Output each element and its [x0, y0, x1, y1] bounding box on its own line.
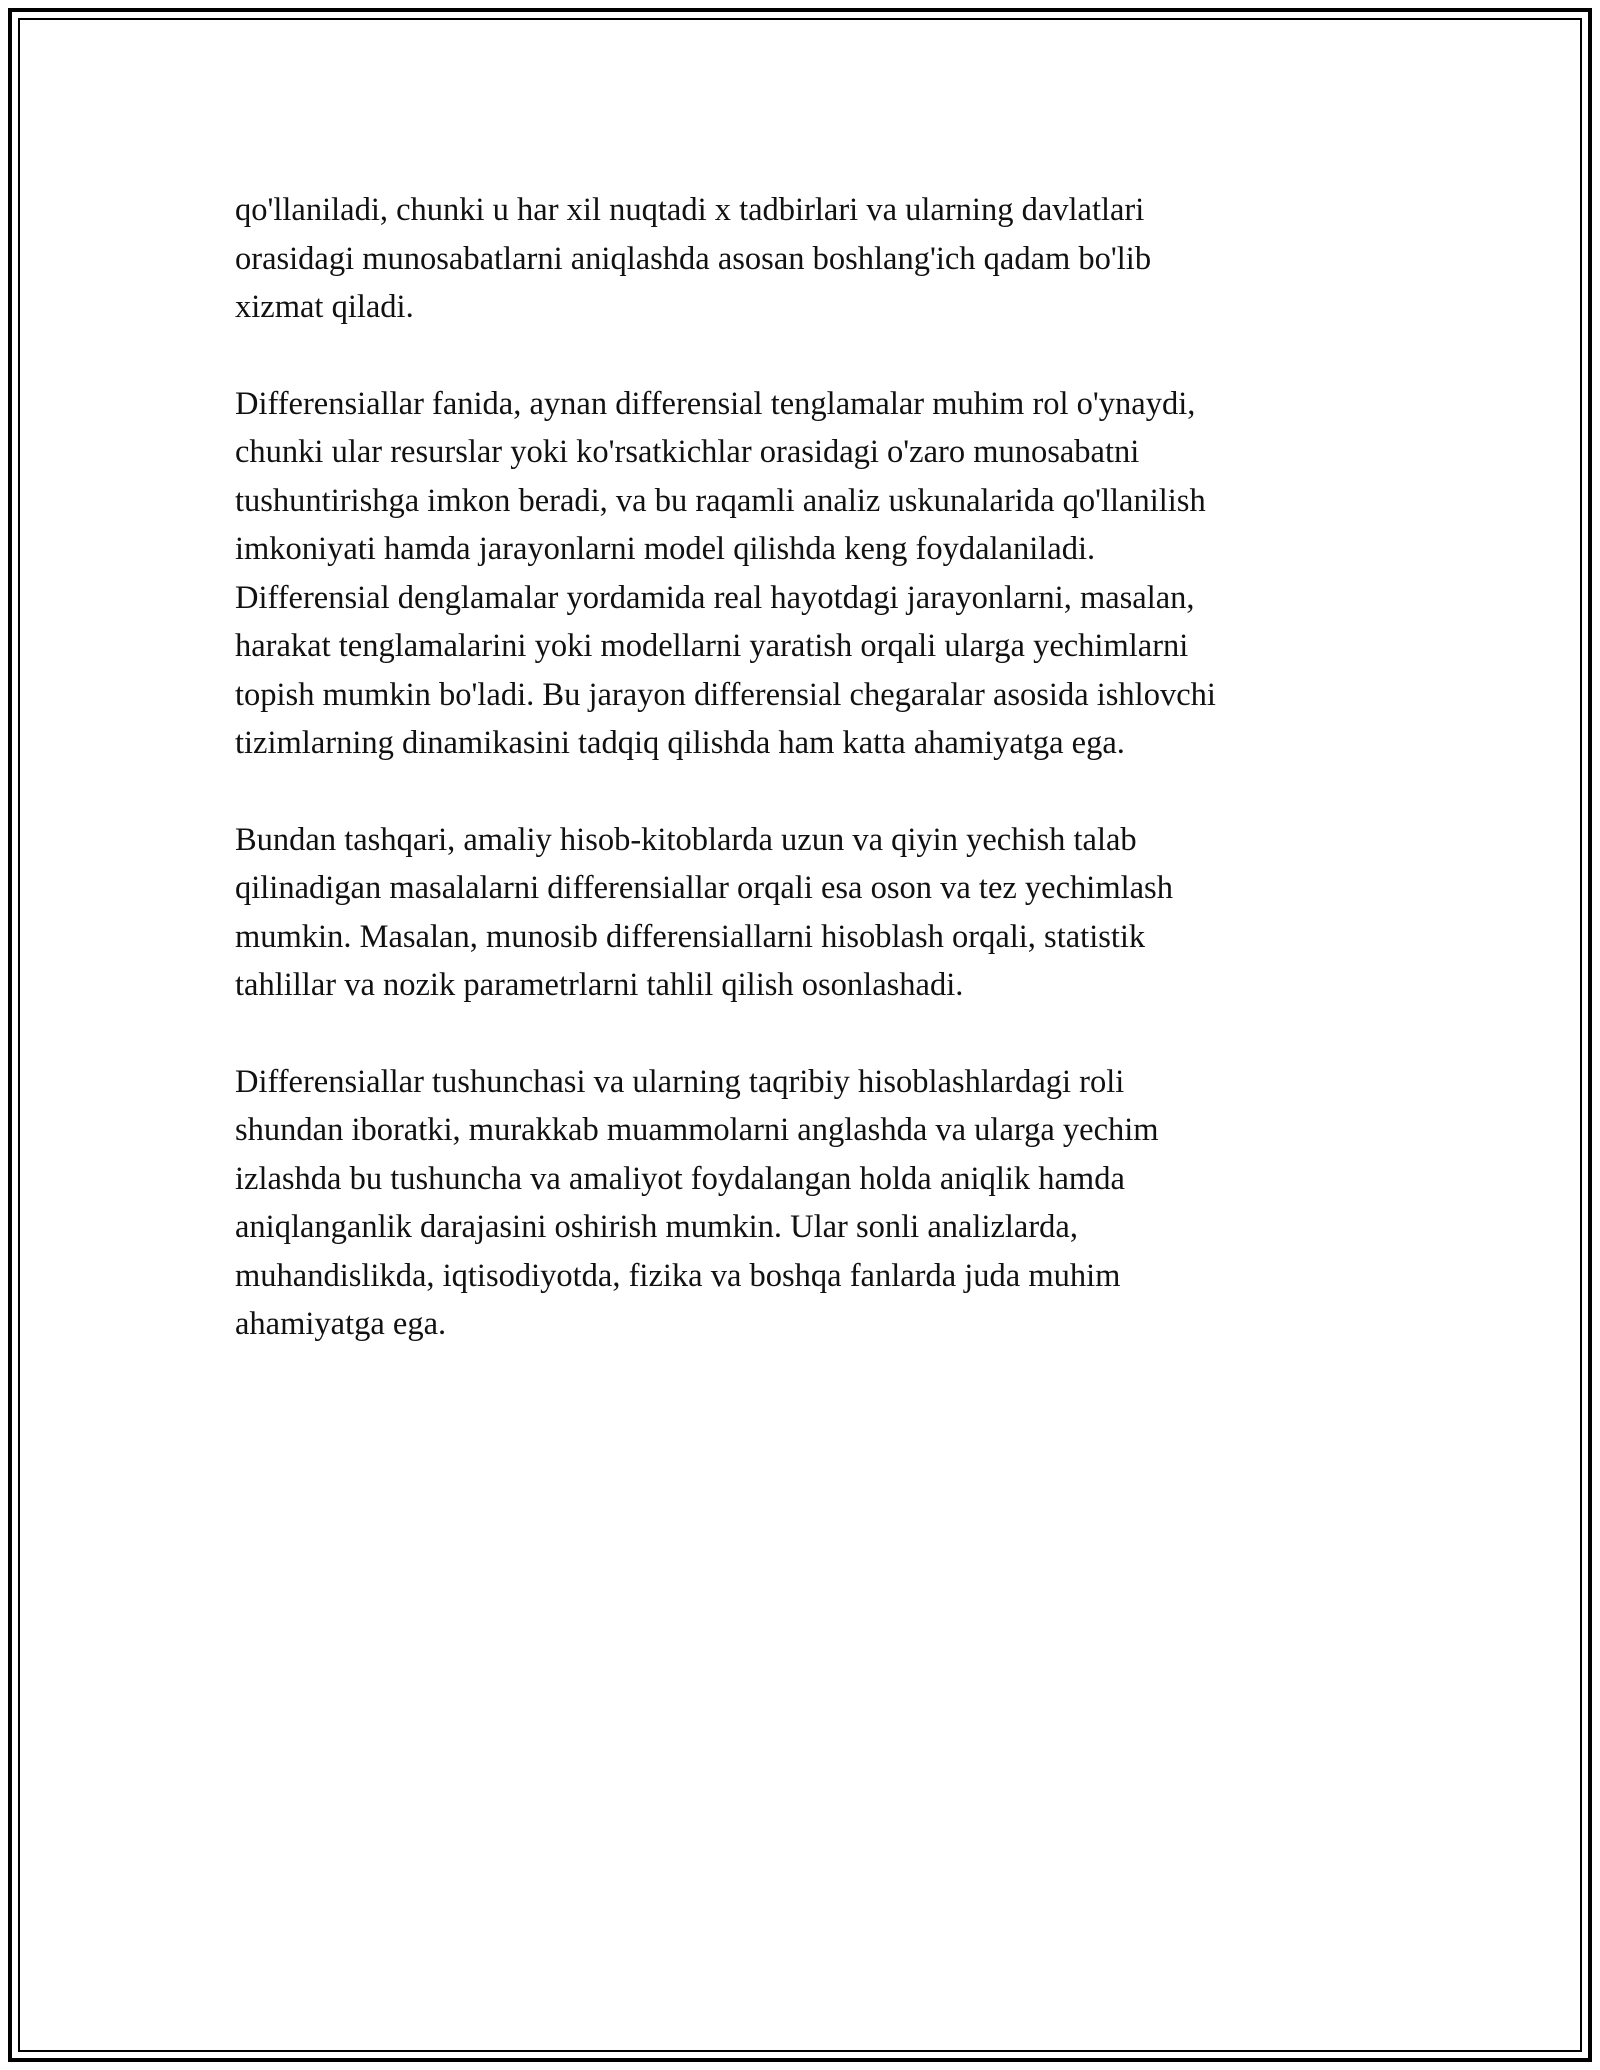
- paragraph-4: Differensiallar tushunchasi va ularning taqribiy hisoblashlardagi roli shundan iboratki, murakkab muammolarni anglashda va ularga yechim izlashda bu tushuncha va amaliyot foydalangan holda aniqlik hamda aniqlanganlik darajasini oshirish mumkin. Ular sonli analizlarda, muhandislikda, iqtisodiyotda, fizika va boshqa fanlarda juda muhim ahamiyatga ega.: [235, 1063, 1159, 1342]
- paragraph-2: Differensiallar fanida, aynan differensial tenglamalar muhim rol o'ynaydi, chunki ular resurslar yoki ko'rsatkichlar orasidagi o'zaro munosabatni tushuntirishga imkon beradi, va bu raqamli analiz uskunalarida qo'llanilish imkoniyati hamda jarayonlarni model qilishda keng foydalaniladi. Differensial denglamalar yordamida real hayotdagi jarayonlarni, masalan, harakat tenglamalarini yoki modellarni yaratish orqali ularga yechimlarni topish mumkin bo'ladi. Bu jarayon differensial chegaralar asosida ishlovchi tizimlarning dinamikasini tadqiq qilishda ham katta ahamiyatga ega.: [235, 385, 1216, 761]
- document-body: [235, 186, 1355, 1397]
- paragraph-3: Bundan tashqari, amaliy hisob-kitoblarda uzun va qiyin yechish talab qilinadigan masalalarni differensiallar orqali esa oson va tez yechimlash mumkin. Masalan, munosib differensiallarni hisoblash orqali, statistik tahlillar va nozik parametrlarni tahlil qilish osonlashadi.: [235, 821, 1173, 1003]
- paragraph-1: qo'llaniladi, chunki u har xil nuqtadi x tadbirlari va ularning davlatlari orasidagi munosabatlarni aniqlashda asosan boshlang'ich qadam bo'lib xizmat qiladi.: [235, 192, 1152, 325]
